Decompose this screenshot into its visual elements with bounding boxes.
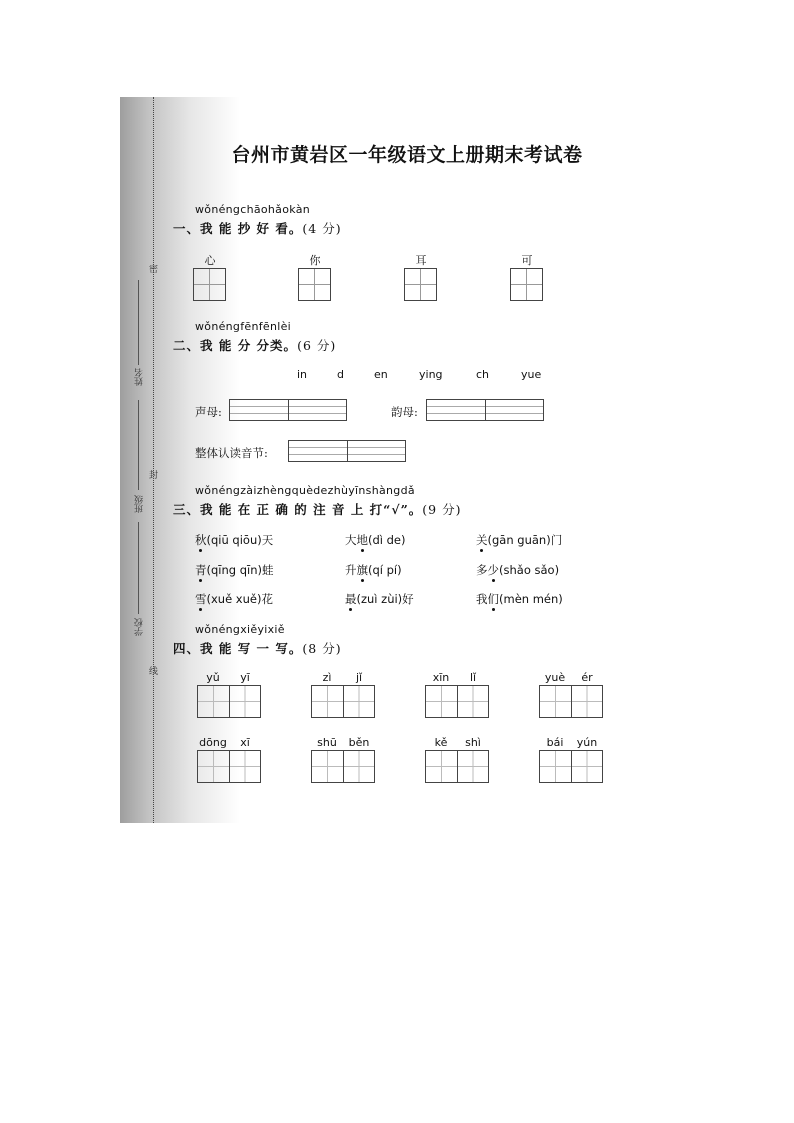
choice-text: (gān guān)门 bbox=[487, 533, 563, 547]
choice-text: (dì de) bbox=[368, 533, 406, 547]
zhengti-answer-box[interactable] bbox=[288, 440, 406, 462]
dotted-char: 地 bbox=[356, 533, 368, 547]
word-pinyin: yuè ér bbox=[544, 671, 593, 684]
syllable-option: yue bbox=[521, 368, 542, 381]
page-title: 台州市黄岩区一年级语文上册期末考试卷 bbox=[231, 144, 583, 166]
word-pinyin: shū běn bbox=[317, 736, 370, 749]
choice-item[interactable] bbox=[476, 562, 559, 578]
word-pinyin: yǔ yī bbox=[206, 671, 250, 684]
choice-item[interactable] bbox=[476, 591, 563, 607]
choice-item[interactable] bbox=[195, 532, 273, 548]
word-pinyin: dōng xī bbox=[199, 736, 250, 749]
school-label: 学校 bbox=[135, 618, 145, 636]
writing-grid-box[interactable] bbox=[298, 268, 331, 301]
section1-points: (4 分) bbox=[302, 221, 342, 236]
writing-grid-box[interactable] bbox=[193, 268, 226, 301]
section4-heading bbox=[173, 639, 342, 657]
word-writing-box[interactable] bbox=[311, 750, 375, 783]
word-pinyin: bái yún bbox=[546, 736, 598, 749]
section1-title: 一、我 能 抄 好 看。 bbox=[173, 221, 303, 236]
plain-char: 升 bbox=[345, 563, 357, 577]
word-writing-box[interactable] bbox=[197, 685, 261, 718]
dotted-char: 秋 bbox=[195, 533, 207, 547]
choice-text: (mèn mén) bbox=[499, 592, 563, 606]
copy-char: 耳 bbox=[415, 254, 427, 267]
choice-item[interactable] bbox=[345, 591, 414, 607]
choice-item[interactable] bbox=[476, 532, 562, 548]
section3-points: (9 分) bbox=[422, 502, 462, 517]
dotted-char: 青 bbox=[195, 563, 207, 577]
word-pinyin: zì jǐ bbox=[322, 671, 363, 684]
writing-grid-box[interactable] bbox=[510, 268, 543, 301]
shengmu-answer-box[interactable] bbox=[229, 399, 347, 421]
writing-grid-box[interactable] bbox=[404, 268, 437, 301]
plain-char: 我 bbox=[476, 592, 488, 606]
choice-text: (xuě xuě)花 bbox=[206, 592, 273, 606]
word-pinyin: kě shì bbox=[434, 736, 481, 749]
name-line bbox=[138, 280, 139, 365]
word-writing-box[interactable] bbox=[197, 750, 261, 783]
word-writing-box[interactable] bbox=[425, 750, 489, 783]
section4-pinyin: wǒnéngxiěyixiě bbox=[195, 623, 285, 636]
choice-text: (zuì zùi)好 bbox=[356, 592, 414, 606]
word-pinyin: xīn lǐ bbox=[432, 671, 477, 684]
syllable-option: ying bbox=[419, 368, 443, 381]
dotted-char: 们 bbox=[487, 592, 499, 606]
copy-char: 可 bbox=[521, 254, 533, 267]
syllable-option: en bbox=[374, 368, 388, 381]
yunmu-label: 韵母: bbox=[391, 405, 418, 419]
class-label: 班级 bbox=[135, 495, 145, 513]
word-writing-box[interactable] bbox=[425, 685, 489, 718]
seal-dotted-line bbox=[153, 97, 154, 823]
syllable-option: in bbox=[297, 368, 308, 381]
section1-heading bbox=[173, 219, 342, 237]
dotted-char: 最 bbox=[345, 592, 357, 606]
syllable-option: d bbox=[337, 368, 344, 381]
word-writing-box[interactable] bbox=[539, 750, 603, 783]
shengmu-label: 声母: bbox=[195, 405, 222, 419]
section4-title: 四、我 能 写 一 写。 bbox=[173, 641, 303, 656]
seal-char-feng: 封 bbox=[149, 471, 159, 481]
checkmark-quote: “√”。 bbox=[383, 502, 423, 517]
plain-char: 大 bbox=[345, 533, 357, 547]
section2-title: 二、我 能 分 分类。 bbox=[173, 338, 298, 353]
section3-heading bbox=[173, 500, 461, 518]
section2-heading bbox=[173, 336, 336, 354]
syllable-option: ch bbox=[476, 368, 490, 381]
section3-title: 三、我 能 在 正 确 的 注 音 上 打 bbox=[173, 502, 384, 517]
dotted-char: 少 bbox=[487, 563, 499, 577]
section2-points: (6 分) bbox=[297, 338, 337, 353]
section2-pinyin: wǒnéngfēnfēnlèi bbox=[195, 320, 292, 333]
school-line bbox=[138, 522, 139, 614]
choice-text: (qīng qīn)蛙 bbox=[206, 563, 274, 577]
dotted-char: 雪 bbox=[195, 592, 207, 606]
yunmu-answer-box[interactable] bbox=[426, 399, 544, 421]
choice-text: (qiū qiōu)天 bbox=[206, 533, 274, 547]
section1-pinyin: wǒnéngchāohǎokàn bbox=[195, 203, 311, 216]
choice-item[interactable] bbox=[345, 562, 402, 578]
name-label: 姓名 bbox=[135, 368, 145, 386]
word-writing-box[interactable] bbox=[311, 685, 375, 718]
dotted-char: 旗 bbox=[356, 563, 368, 577]
choice-item[interactable] bbox=[345, 532, 406, 548]
choice-text: (qí pí) bbox=[368, 563, 402, 577]
choice-item[interactable] bbox=[195, 562, 274, 578]
seal-char-xian: 线 bbox=[149, 667, 159, 677]
copy-char: 心 bbox=[204, 254, 216, 267]
seal-char-mi: 密 bbox=[149, 265, 159, 275]
choice-text: (shǎo sǎo) bbox=[499, 563, 560, 577]
section4-points: (8 分) bbox=[302, 641, 342, 656]
copy-char: 你 bbox=[309, 254, 321, 267]
plain-char: 多 bbox=[476, 563, 488, 577]
zhengti-label: 整体认读音节: bbox=[195, 446, 268, 460]
word-writing-box[interactable] bbox=[539, 685, 603, 718]
class-line bbox=[138, 400, 139, 490]
choice-item[interactable] bbox=[195, 591, 273, 607]
dotted-char: 关 bbox=[476, 533, 488, 547]
section3-pinyin: wǒnéngzàizhèngquèdezhùyīnshàngdǎ bbox=[195, 484, 415, 497]
